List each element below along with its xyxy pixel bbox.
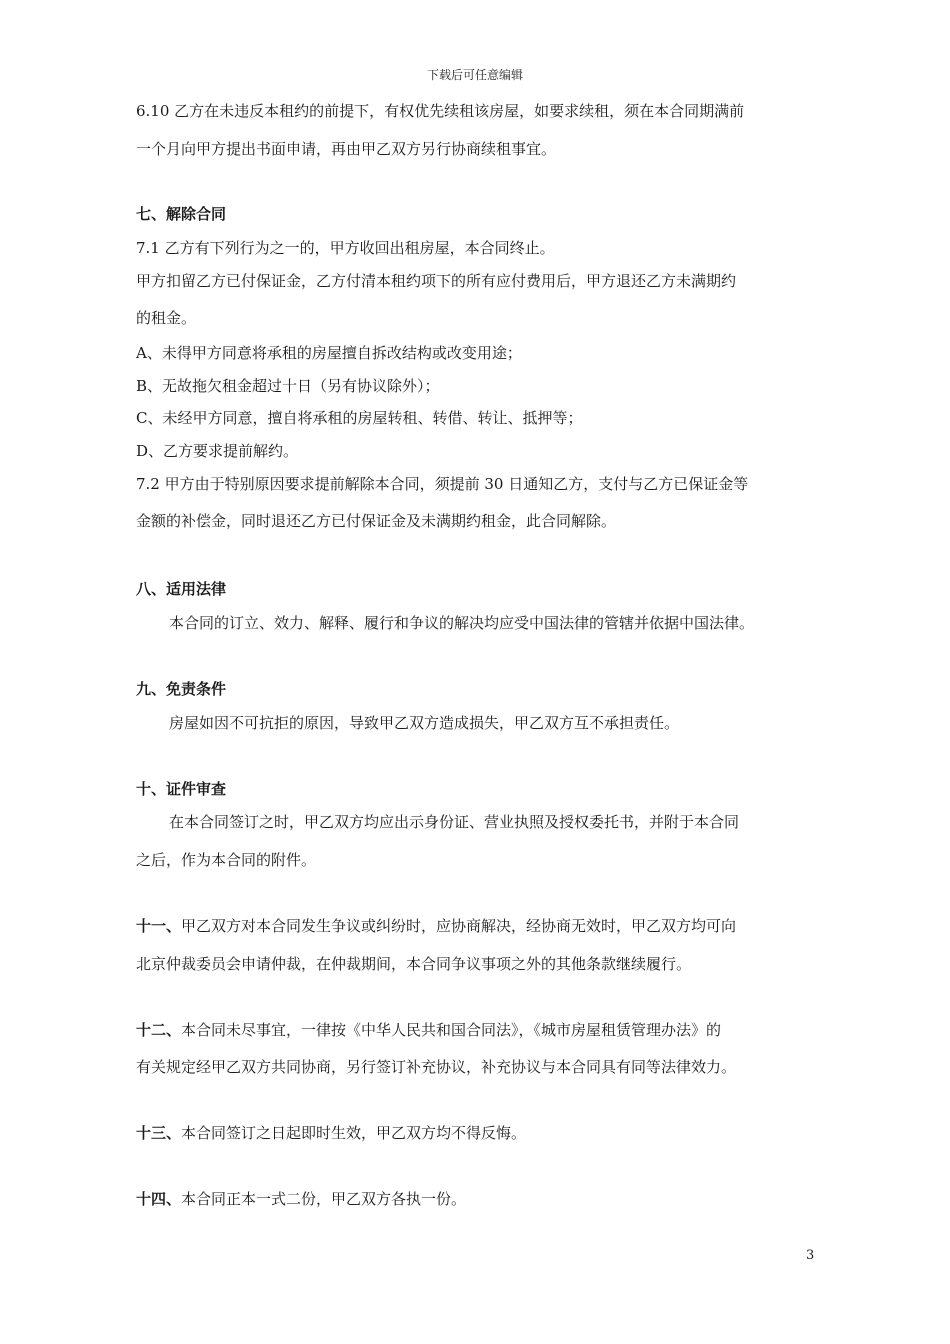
section-10-body-line-2: 之后，作为本合同的附件。 (136, 851, 317, 869)
clause-7-2-line-1: 7.2 甲方由于特别原因要求提前解除本合同，须提前 30 日通知乙方，支付与乙方已保证金等 (136, 475, 749, 493)
list-item-b: B、无故拖欠租金超过十日（另有协议除外）； (136, 377, 440, 395)
page-number: 3 (806, 1248, 815, 1263)
clause-7-2-line-2: 金额的补偿金，同时退还乙方已付保证金及未满期约租金，此合同解除。 (136, 512, 617, 530)
section-13-line (136, 1122, 526, 1143)
section-14-line (136, 1188, 466, 1209)
clause-7-1-note-line-1: 甲方扣留乙方已付保证金，乙方付清本租约项下的所有应付费用后，甲方退还乙方未满期约 (136, 272, 737, 290)
section-11-text-1: 甲乙双方对本合同发生争议或纠纷时，应协商解决，经协商无效时，甲乙双方均可向 (181, 917, 737, 935)
clause-7-1-note-line-2: 的租金。 (136, 309, 197, 327)
section-13-label: 十三、 (136, 1124, 182, 1142)
list-item-a: A、未得甲方同意将承租的房屋擅自拆改结构或改变用途； (136, 344, 522, 362)
section-11-label: 十一、 (136, 917, 182, 935)
section-11-line-1 (136, 915, 736, 936)
section-9-body: 房屋如因不可抗拒的原因，导致甲乙双方造成损失，甲乙双方互不承担责任。 (169, 714, 680, 732)
section-8-title: 八、适用法律 (136, 580, 227, 598)
list-item-d: D、乙方要求提前解约。 (136, 442, 299, 460)
page-header-note: 下载后可任意编辑 (426, 68, 523, 82)
section-12-line-2: 有关规定经甲乙双方共同协商，另行签订补充协议，补充协议与本合同具有同等法律效力。 (136, 1058, 737, 1076)
section-12-line-1 (136, 1019, 721, 1040)
clause-7-1: 7.1 乙方有下列行为之一的，甲方收回出租房屋，本合同终止。 (136, 239, 555, 257)
section-12-text-1: 本合同未尽事宜，一律按《中华人民共和国合同法》，《城市房屋租赁管理办法》的 (181, 1021, 722, 1039)
section-7-title: 七、解除合同 (136, 205, 227, 223)
section-8-body: 本合同的订立、效力、解释、履行和争议的解决均应受中国法律的管辖并依据中国法律。 (169, 614, 755, 632)
section-13-text: 本合同签订之日起即时生效，甲乙双方均不得反悔。 (181, 1124, 527, 1142)
clause-6-10-line-1: 6.10 乙方在未违反本租约的前提下，有权优先续租该房屋，如要求续租，须在本合同期满前 (136, 102, 745, 120)
section-14-label: 十四、 (136, 1190, 182, 1208)
section-11-line-2: 北京仲裁委员会申请仲裁，在仲裁期间，本合同争议事项之外的其他条款继续履行。 (136, 955, 692, 973)
list-item-c: C、未经甲方同意，擅自将承租的房屋转租、转借、转让、抵押等； (136, 409, 583, 427)
clause-6-10-line-2: 一个月向甲方提出书面申请，再由甲乙双方另行协商续租事宜。 (136, 140, 557, 158)
section-10-title: 十、证件审查 (136, 780, 227, 798)
section-14-text: 本合同正本一式二份，甲乙双方各执一份。 (181, 1190, 467, 1208)
section-12-label: 十二、 (136, 1021, 182, 1039)
section-10-body-line-1: 在本合同签订之时，甲乙双方均应出示身份证、营业执照及授权委托书，并附于本合同 (169, 813, 740, 831)
section-9-title: 九、免责条件 (136, 680, 227, 698)
